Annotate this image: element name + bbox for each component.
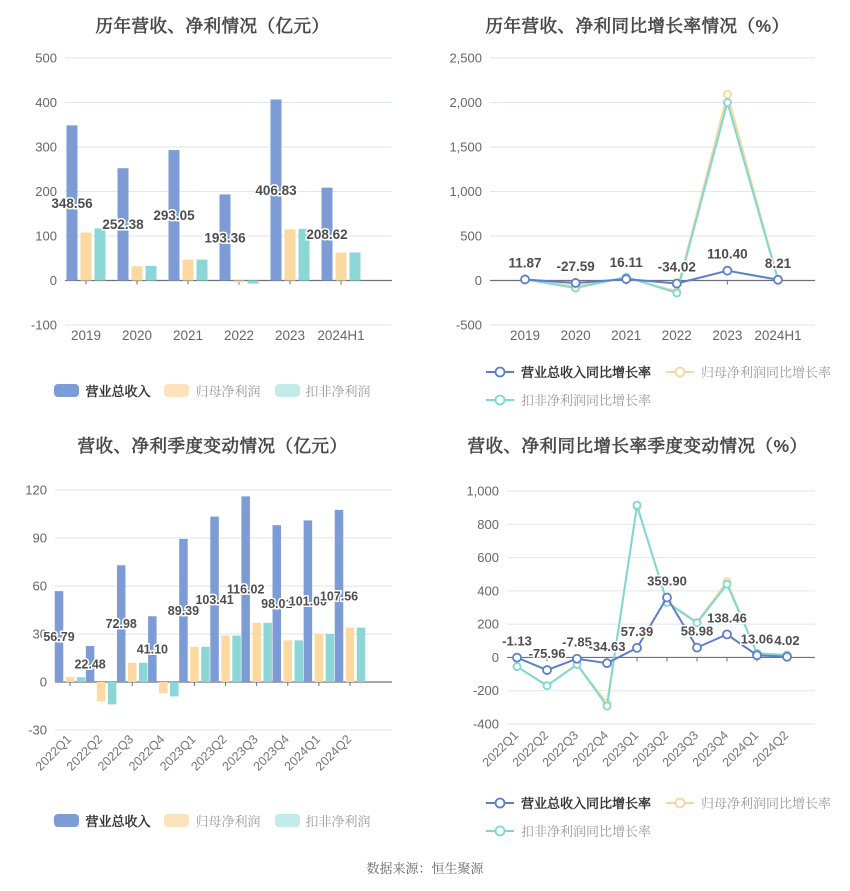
svg-text:2023Q1: 2023Q1 (599, 728, 642, 770)
svg-text:60: 60 (32, 578, 47, 594)
svg-text:2022Q4: 2022Q4 (569, 728, 612, 770)
svg-text:-1.13: -1.13 (502, 633, 532, 649)
svg-text:200: 200 (477, 616, 499, 632)
legend-swatch-icon (54, 384, 79, 397)
annual-growth-line-chart (425, 40, 850, 355)
svg-text:8.21: 8.21 (764, 255, 792, 271)
chart-title: 历年营收、净利同比增长率情况（%） (485, 16, 790, 36)
chart-legend (0, 381, 425, 400)
svg-text:293.05: 293.05 (153, 208, 195, 224)
legend-item[interactable] (485, 821, 651, 840)
svg-text:4.02: 4.02 (774, 632, 800, 648)
svg-text:0: 0 (474, 273, 482, 288)
svg-text:120: 120 (25, 482, 47, 498)
legend-item[interactable] (485, 390, 651, 409)
legend-label: 扣非净利润同比增长率 (521, 824, 652, 839)
svg-text:103.41: 103.41 (195, 592, 234, 607)
svg-text:500: 500 (460, 228, 482, 244)
svg-text:13.06: 13.06 (740, 631, 774, 647)
svg-text:2022Q1: 2022Q1 (479, 728, 522, 770)
legend-line-marker-icon (485, 393, 515, 407)
legend-swatch-icon (54, 814, 79, 827)
legend-item[interactable] (275, 381, 371, 400)
legend-label: 扣非净利润 (305, 814, 371, 829)
svg-text:208.62: 208.62 (306, 226, 348, 242)
legend-label: 归母净利润 (195, 384, 261, 399)
legend-label: 扣非净利润同比增长率 (521, 393, 652, 408)
svg-text:100: 100 (35, 228, 57, 244)
legend-item[interactable] (665, 793, 831, 812)
svg-text:500: 500 (35, 50, 57, 66)
svg-text:600: 600 (477, 550, 499, 566)
legend-label: 营业总收入同比增长率 (521, 796, 652, 811)
data-source-note: 数据来源：恒生聚源 (366, 861, 484, 876)
legend-line-marker-icon (485, 365, 515, 379)
svg-text:2021: 2021 (172, 328, 204, 343)
svg-text:-200: -200 (472, 683, 499, 699)
legend-label: 扣非净利润 (305, 384, 371, 399)
svg-text:89.39: 89.39 (167, 603, 200, 618)
svg-text:-7.85: -7.85 (562, 634, 592, 650)
chart-panel-annual-revenue (0, 0, 425, 420)
svg-text:2022: 2022 (223, 328, 255, 343)
svg-text:41.10: 41.10 (136, 642, 168, 657)
svg-text:2022Q2: 2022Q2 (63, 732, 106, 774)
svg-text:2021: 2021 (611, 328, 642, 343)
svg-text:2023: 2023 (712, 328, 743, 343)
legend-item[interactable] (485, 793, 651, 812)
chart-legend (425, 362, 850, 409)
legend-label: 营业总收入 (85, 814, 151, 829)
svg-text:2022Q4: 2022Q4 (126, 732, 168, 774)
svg-text:-500: -500 (455, 317, 482, 333)
legend-swatch-icon (275, 384, 300, 397)
annual-revenue-bar-chart (0, 40, 425, 355)
svg-text:2022Q3: 2022Q3 (539, 728, 582, 770)
svg-text:-100: -100 (30, 317, 57, 333)
legend-item[interactable] (54, 381, 150, 400)
legend-line-marker-icon (665, 796, 695, 810)
svg-text:2,500: 2,500 (449, 50, 482, 66)
svg-text:-75.96: -75.96 (528, 646, 566, 662)
svg-text:2022Q1: 2022Q1 (32, 732, 75, 774)
legend-label: 归母净利润同比增长率 (701, 365, 832, 380)
legend-swatch-icon (275, 814, 300, 827)
svg-text:56.79: 56.79 (43, 630, 75, 645)
svg-text:-30: -30 (28, 722, 47, 738)
chart-legend (0, 811, 425, 830)
svg-text:2024Q2: 2024Q2 (312, 732, 355, 774)
svg-text:2019: 2019 (70, 328, 102, 343)
svg-text:2023Q3: 2023Q3 (219, 732, 261, 774)
svg-text:406.83: 406.83 (255, 182, 297, 198)
legend-swatch-icon (164, 814, 189, 827)
svg-text:107.56: 107.56 (319, 589, 359, 604)
svg-text:400: 400 (35, 95, 57, 110)
svg-text:0: 0 (49, 273, 57, 288)
svg-text:2023Q4: 2023Q4 (689, 728, 732, 770)
svg-text:2019: 2019 (509, 328, 541, 343)
svg-text:-400: -400 (472, 716, 499, 732)
svg-text:2023Q2: 2023Q2 (188, 732, 230, 774)
svg-text:1,500: 1,500 (449, 139, 482, 155)
svg-text:2023Q3: 2023Q3 (659, 728, 702, 770)
legend-label: 营业总收入 (85, 384, 151, 399)
svg-text:2023Q4: 2023Q4 (250, 732, 292, 774)
legend-line-marker-icon (485, 824, 515, 838)
svg-text:200: 200 (35, 184, 57, 199)
svg-text:2023: 2023 (274, 328, 306, 343)
legend-label: 归母净利润 (195, 814, 261, 829)
svg-text:400: 400 (477, 583, 499, 599)
legend-item[interactable] (164, 381, 260, 400)
chart-legend (425, 793, 850, 840)
chart-panel-annual-growth (425, 0, 850, 420)
svg-text:58.98: 58.98 (680, 623, 714, 639)
svg-text:-34.63: -34.63 (588, 639, 626, 655)
svg-text:2024Q2: 2024Q2 (749, 728, 792, 770)
svg-text:116.02: 116.02 (226, 582, 265, 597)
svg-text:16.11: 16.11 (609, 255, 643, 271)
svg-text:11.87: 11.87 (508, 255, 542, 271)
svg-text:193.36: 193.36 (204, 230, 246, 246)
quarterly-revenue-bar-chart (0, 460, 425, 790)
legend-item[interactable] (54, 811, 150, 830)
svg-text:2022Q3: 2022Q3 (94, 732, 137, 774)
svg-text:-34.02: -34.02 (657, 259, 696, 275)
chart-title: 营收、净利同比增长率季度变动情况（%） (467, 436, 808, 456)
legend-line-marker-icon (485, 796, 515, 810)
svg-text:1,000: 1,000 (466, 483, 499, 499)
svg-text:0: 0 (39, 674, 47, 690)
svg-text:90: 90 (32, 530, 47, 546)
svg-text:2020: 2020 (121, 328, 153, 343)
svg-text:22.48: 22.48 (74, 657, 106, 672)
chart-panel-quarterly-growth (425, 420, 850, 845)
svg-text:800: 800 (477, 516, 499, 532)
svg-text:2022Q2: 2022Q2 (509, 728, 552, 770)
svg-text:2023Q2: 2023Q2 (629, 728, 672, 770)
svg-text:359.90: 359.90 (647, 573, 687, 589)
chart-title: 历年营收、净利情况（亿元） (95, 16, 330, 36)
svg-text:252.38: 252.38 (102, 217, 144, 233)
svg-text:30: 30 (32, 626, 47, 642)
svg-text:2023Q1: 2023Q1 (157, 732, 199, 774)
svg-text:2024H1: 2024H1 (317, 328, 365, 343)
svg-text:2,000: 2,000 (449, 95, 482, 110)
legend-line-marker-icon (665, 365, 695, 379)
svg-text:110.40: 110.40 (707, 246, 748, 262)
svg-text:348.56: 348.56 (51, 195, 93, 211)
legend-swatch-icon (164, 384, 189, 397)
legend-item[interactable] (485, 362, 651, 381)
svg-text:72.98: 72.98 (105, 617, 137, 632)
legend-item[interactable] (164, 811, 260, 830)
svg-text:57.39: 57.39 (620, 623, 654, 639)
svg-text:-27.59: -27.59 (556, 258, 595, 274)
svg-text:2022: 2022 (661, 328, 692, 343)
svg-text:2024H1: 2024H1 (754, 328, 802, 343)
svg-text:0: 0 (491, 649, 499, 665)
svg-text:98.01: 98.01 (261, 597, 293, 612)
svg-text:101.00: 101.00 (288, 594, 328, 609)
legend-label: 归母净利润同比增长率 (701, 796, 832, 811)
chart-title: 营收、净利季度变动情况（亿元） (77, 436, 348, 456)
svg-text:138.46: 138.46 (707, 610, 747, 626)
legend-item[interactable] (665, 362, 831, 381)
svg-text:2024Q1: 2024Q1 (719, 728, 762, 770)
svg-text:2024Q1: 2024Q1 (281, 732, 324, 774)
svg-text:300: 300 (35, 139, 57, 155)
legend-item[interactable] (275, 811, 371, 830)
legend-label: 营业总收入同比增长率 (521, 365, 652, 380)
svg-text:1,000: 1,000 (449, 184, 482, 199)
svg-text:2020: 2020 (560, 328, 591, 343)
quarterly-growth-line-chart (425, 460, 850, 790)
chart-panel-quarterly-revenue (0, 420, 425, 845)
